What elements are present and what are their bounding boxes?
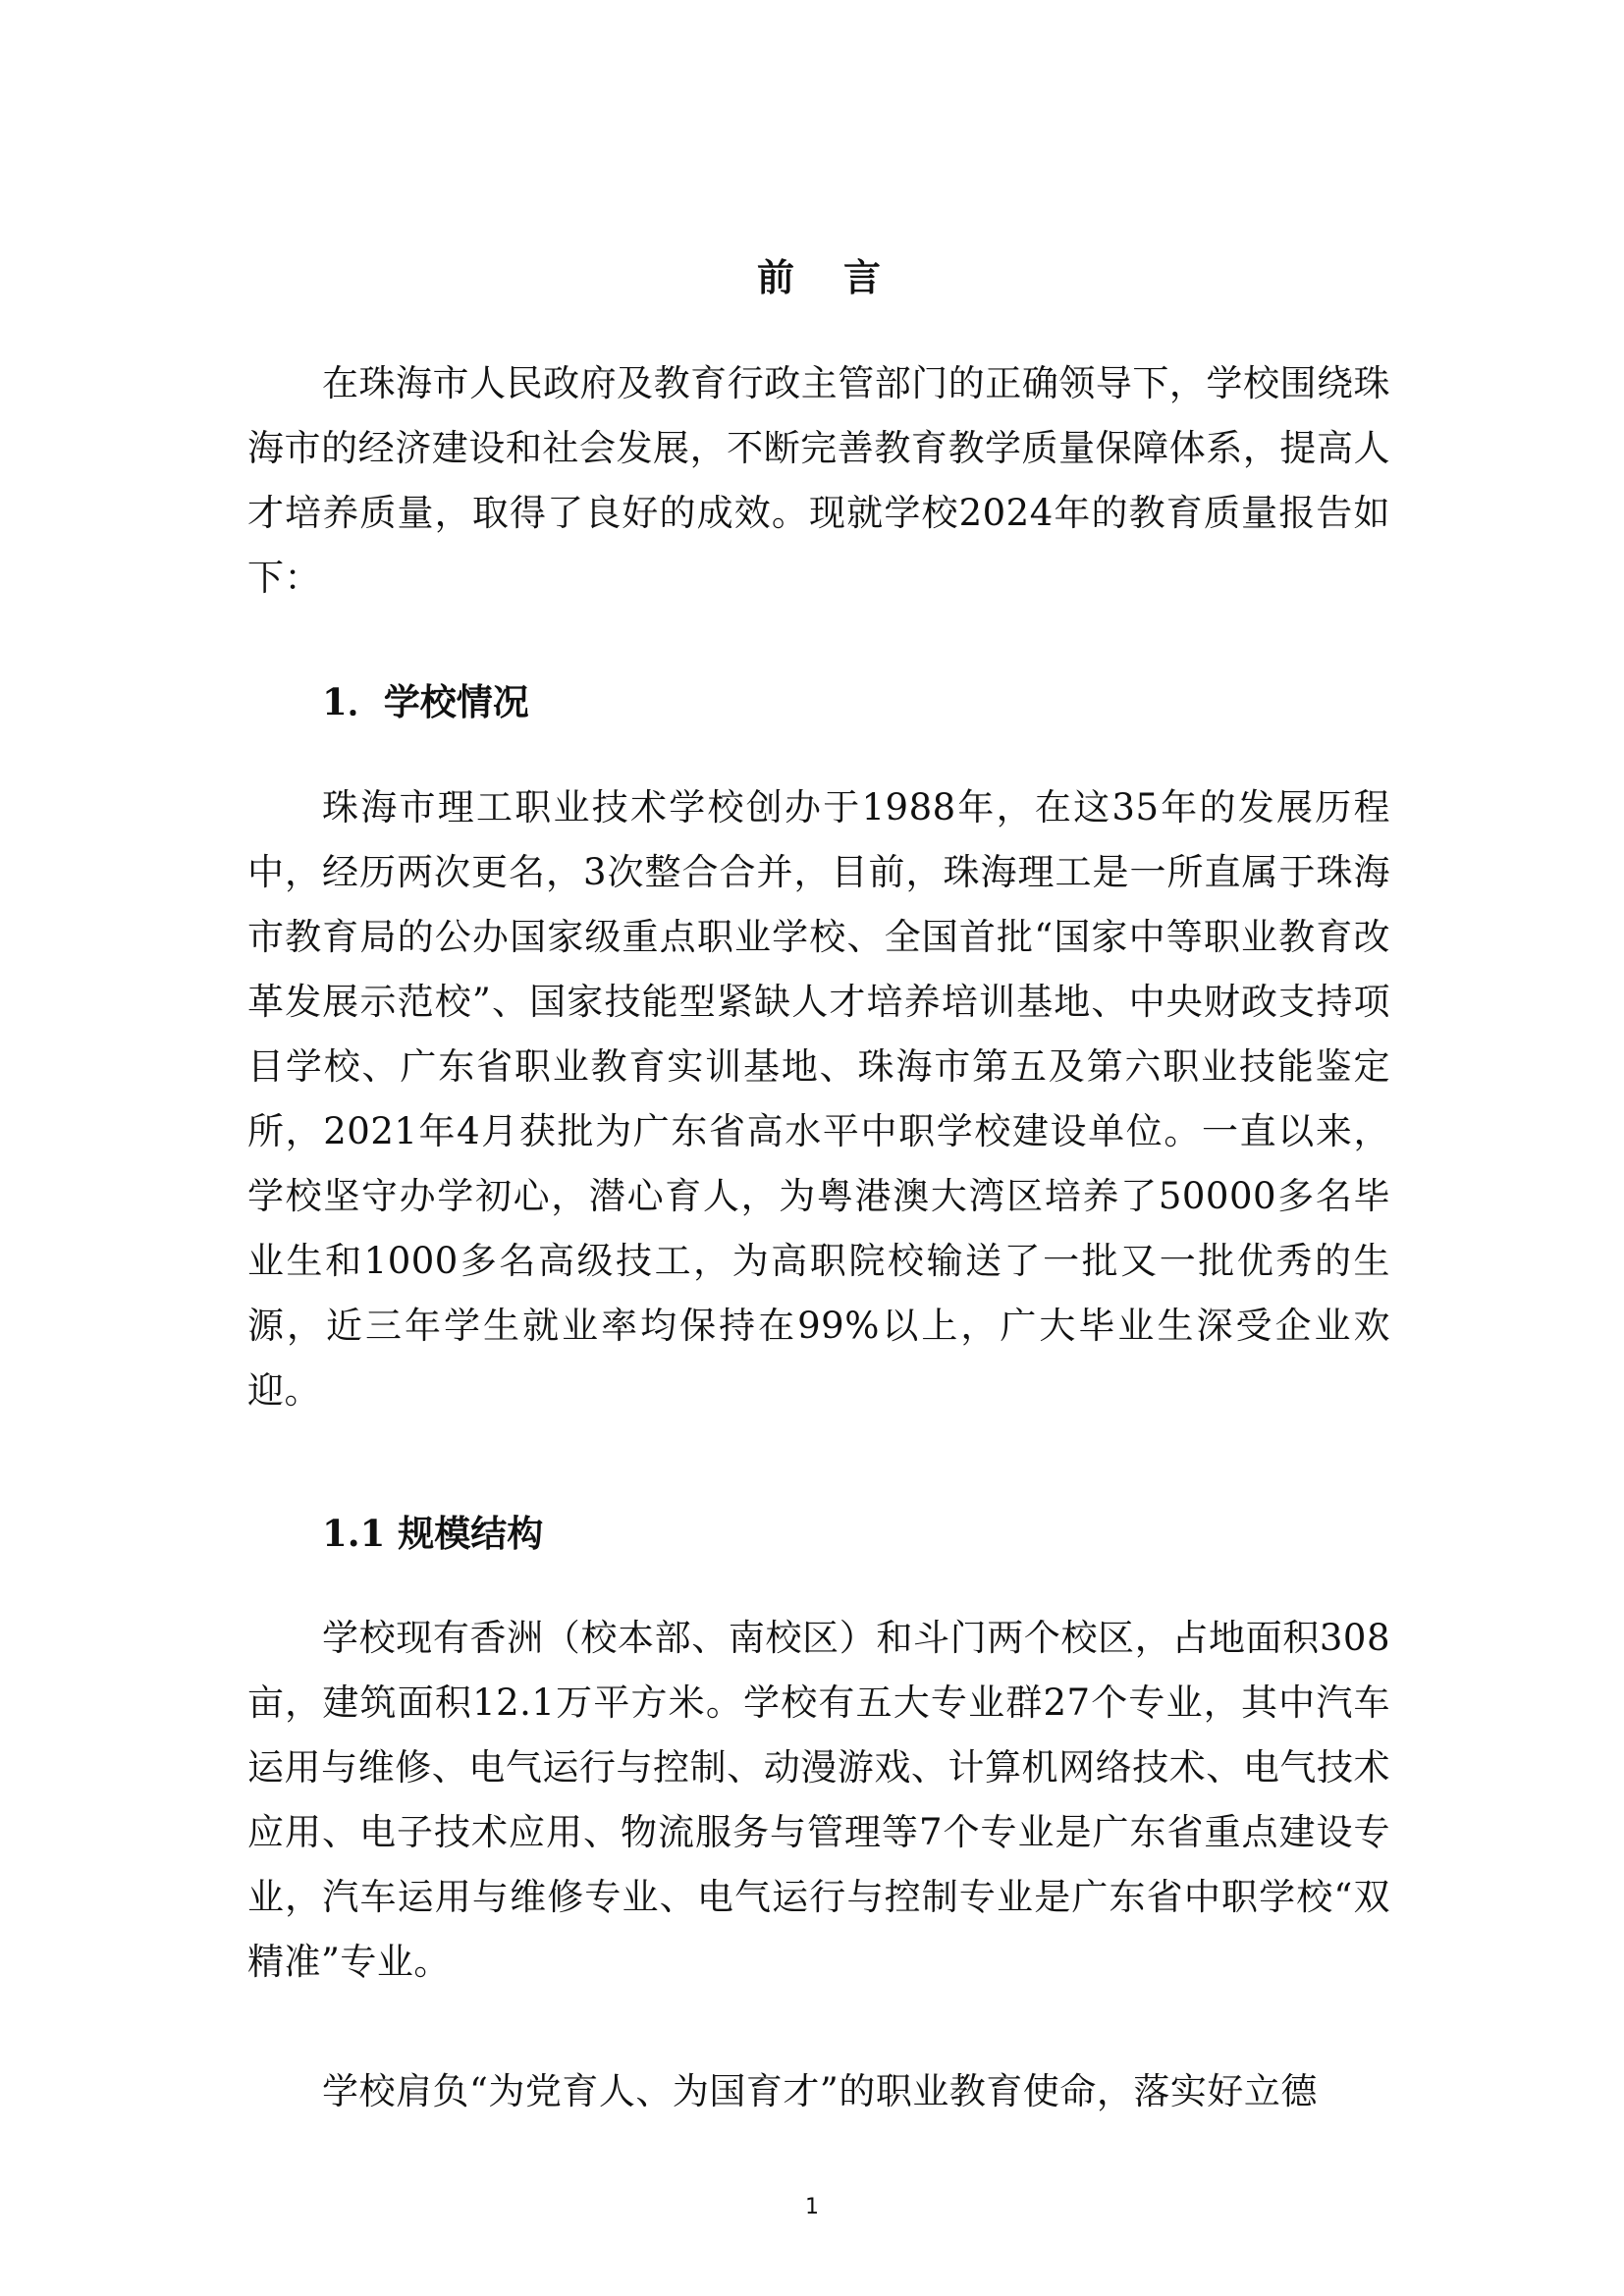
section-heading-scale-structure: 1.1 规模结构 bbox=[322, 1512, 544, 1555]
scale-structure-paragraph: 学校现有香洲（校本部、南校区）和斗门两个校区，占地面积308亩，建筑面积12.1万平方米。学校有五大专业群27个专业，其中汽车运用与维修、电气运行与控制、动漫游戏、计算机网络技术、电气技术应用、电子技术应用、物流服务与管理等7个专业是广东省重点建设专业，汽车运用与维修专业、电气运行与控制专业是广东省中职学校“双精准”专业。 bbox=[247, 1617, 1390, 1983]
mission-paragraph: 学校肩负“为党育人、为国育才”的职业教育使命，落实好立德 bbox=[322, 2070, 1318, 2112]
section-heading-school-overview: 1．学校情况 bbox=[322, 680, 529, 723]
school-overview-paragraph: 珠海市理工职业技术学校创办于1988年，在这35年的发展历程中，经历两次更名，3次整合合并，目前，珠海理工是一所直属于珠海市教育局的公办国家级重点职业学校、全国首批“国家中等职业教育改革发展示范校”、国家技能型紧缺人才培养培训基地、中央财政支持项目学校、广东省职业教育实训基地、珠海市第五及第六职业技能鉴定所，2021年4月获批为广东省高水平中职学校建设单位。一直以来，学校坚守办学初心，潜心育人，为粤港澳大湾区培养了50000多名毕业生和1000多名高级技工，为高职院校输送了一批又一批优秀的生源，近三年学生就业率均保持在99%以上，广大毕业生深受企业欢迎。 bbox=[247, 786, 1390, 1412]
intro-paragraph: 在珠海市人民政府及教育行政主管部门的正确领导下，学校围绕珠海市的经济建设和社会发展，不断完善教育教学质量保障体系，提高人才培养质量，取得了良好的成效。现就学校2024年的教育质量报告如下： bbox=[247, 362, 1390, 599]
document-title: 前言 bbox=[756, 255, 930, 299]
page-number: 1 bbox=[805, 2195, 819, 2219]
